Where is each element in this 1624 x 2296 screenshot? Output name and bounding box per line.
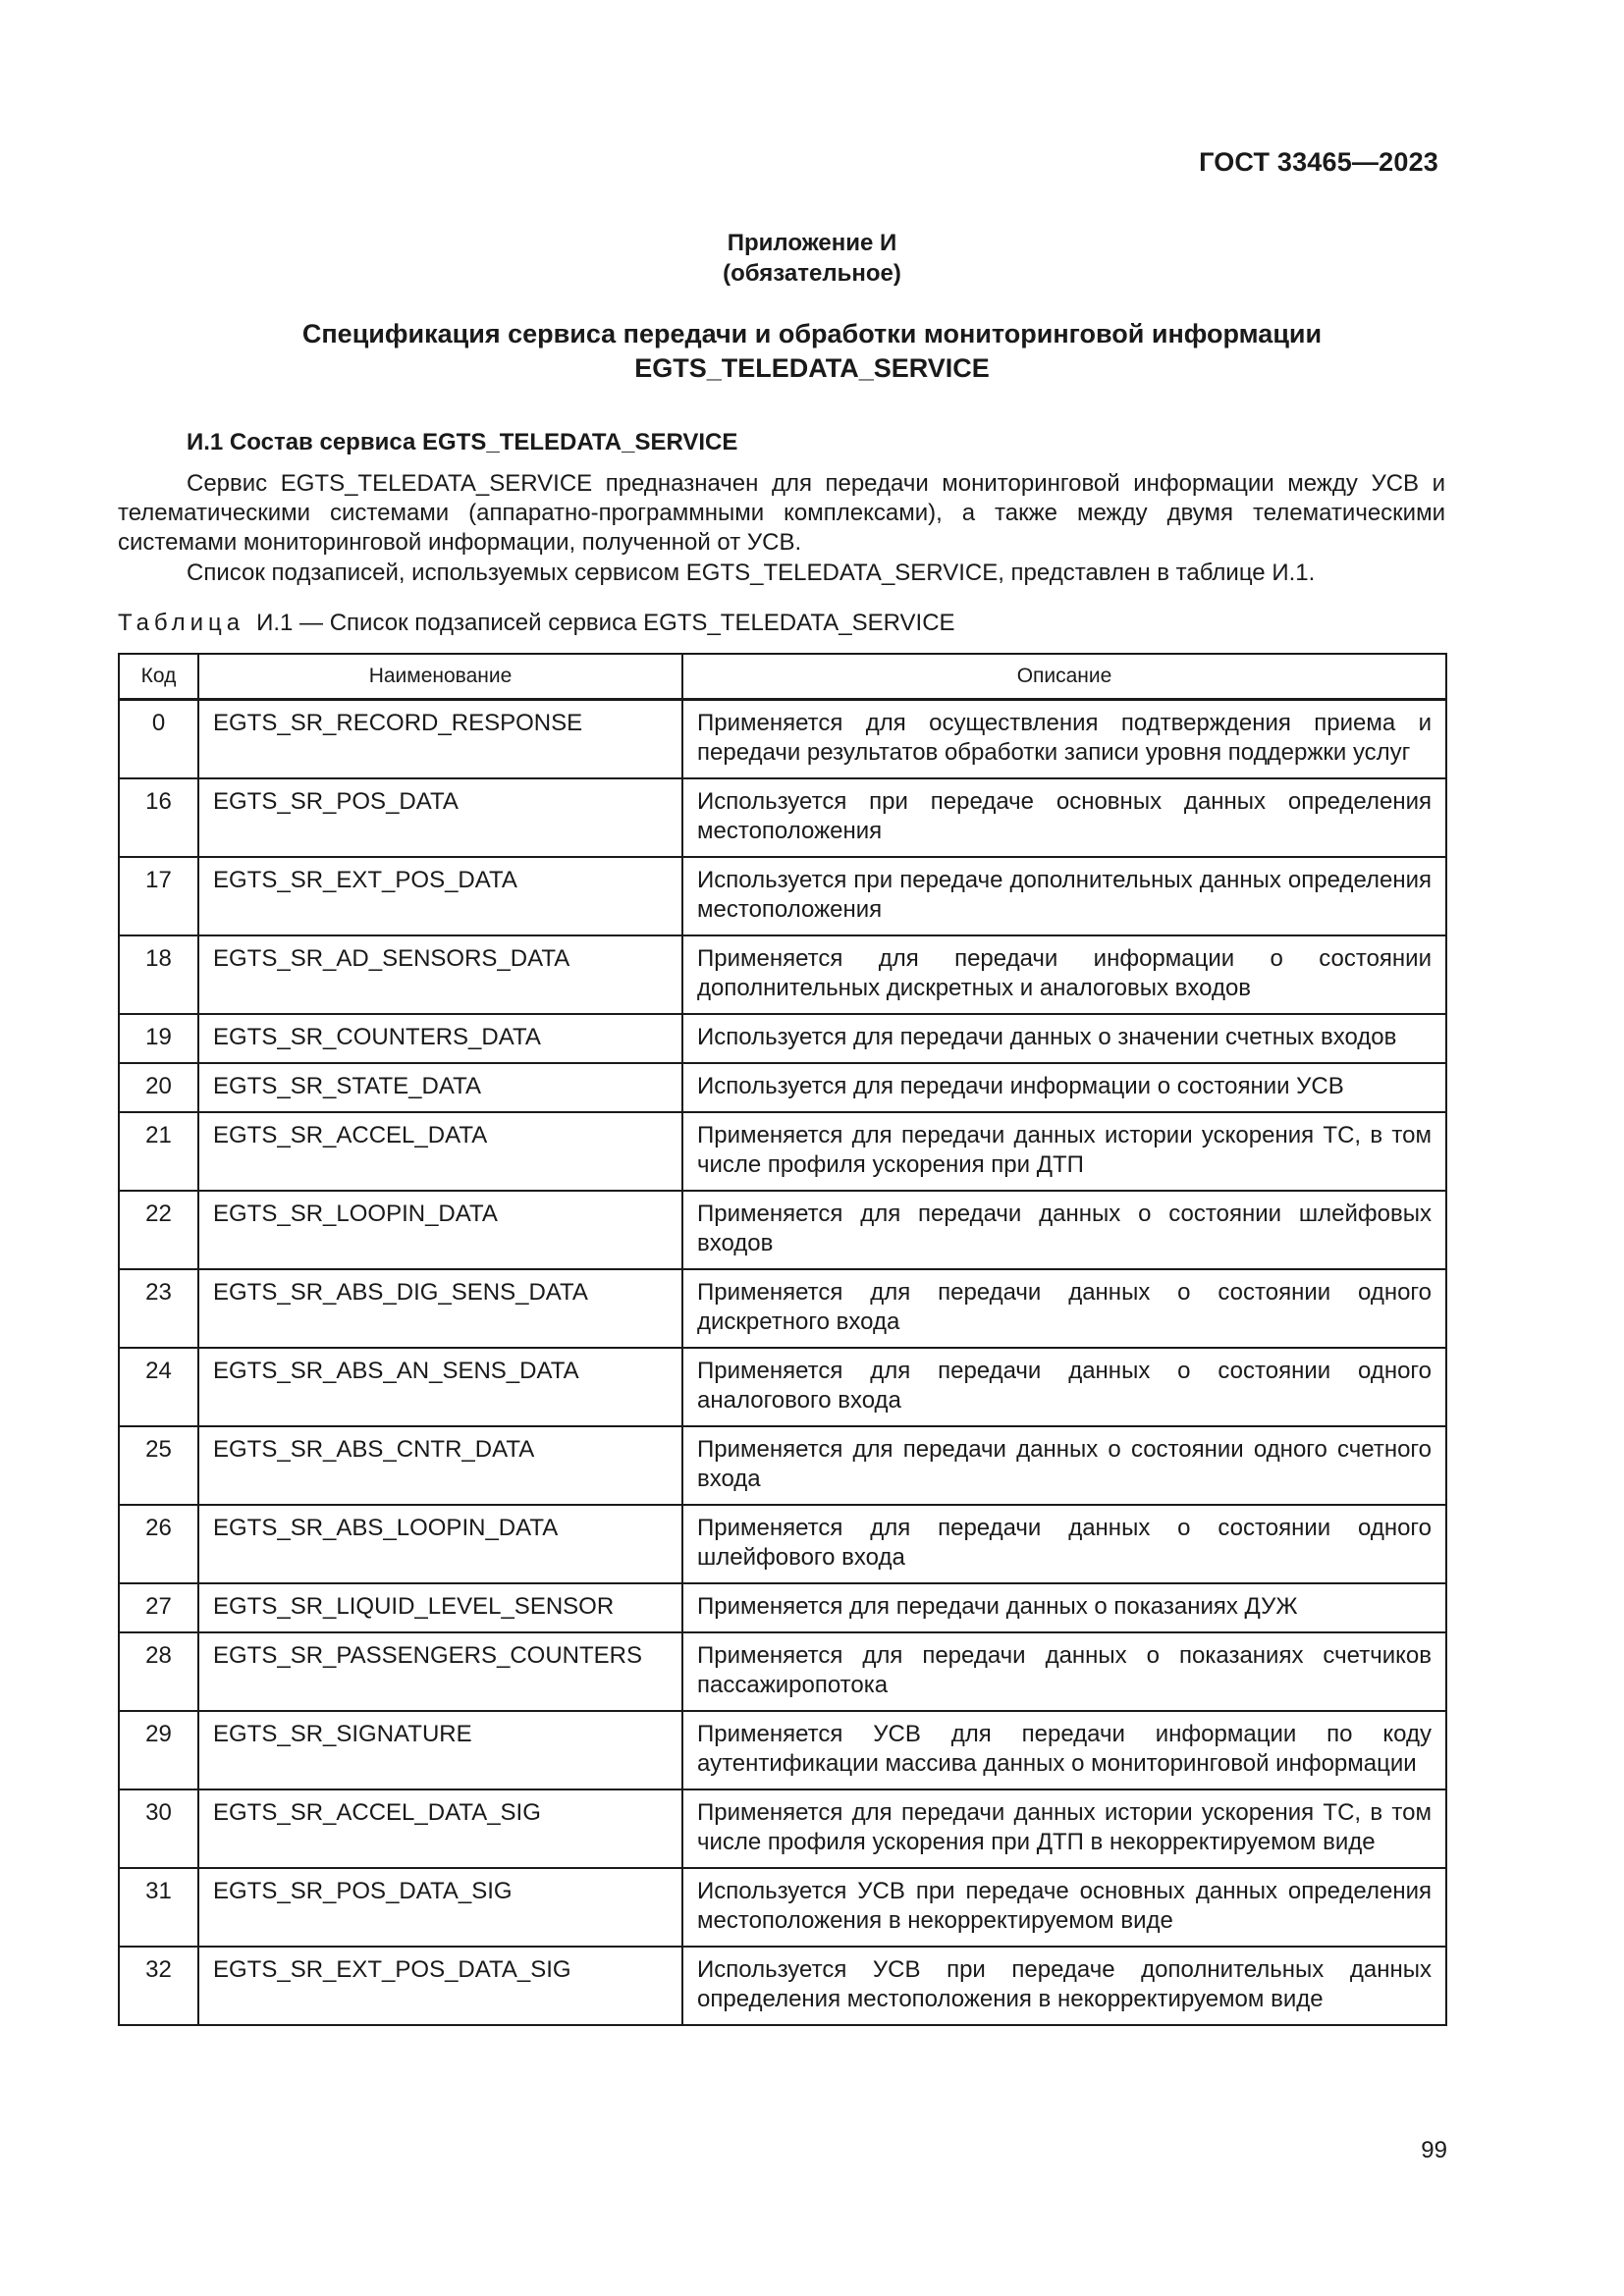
row-description: Применяется для передачи данных о состоянии шлейфовых входов — [682, 1191, 1446, 1269]
subrecords-table — [118, 653, 1447, 2026]
table-caption — [118, 610, 955, 637]
row-name: EGTS_SR_AD_SENSORS_DATA — [198, 935, 682, 1014]
row-name: EGTS_SR_POS_DATA — [198, 778, 682, 857]
row-description: Используется для передачи информации о состоянии УСВ — [682, 1063, 1446, 1112]
row-description: Используется для передачи данных о значении счетных входов — [682, 1014, 1446, 1063]
row-name: EGTS_SR_ACCEL_DATA — [198, 1112, 682, 1191]
row-name: EGTS_SR_ACCEL_DATA_SIG — [198, 1789, 682, 1868]
page-number: 99 — [1421, 2137, 1447, 2163]
row-code: 31 — [119, 1868, 198, 1947]
table-header-row — [119, 654, 1446, 700]
row-code: 21 — [119, 1112, 198, 1191]
table-row — [119, 1789, 1446, 1868]
table-row — [119, 1426, 1446, 1505]
row-code: 25 — [119, 1426, 198, 1505]
row-code: 0 — [119, 700, 198, 778]
table-row — [119, 1269, 1446, 1348]
row-code: 20 — [119, 1063, 198, 1112]
table-row — [119, 1505, 1446, 1583]
row-description: Используется при передаче дополнительных данных определения местоположения — [682, 857, 1446, 935]
row-code: 24 — [119, 1348, 198, 1426]
paragraph-2-text: Список подзаписей, используемых сервисом EGTS_TELEDATA_SERVICE, представлен в таблице И.1. — [187, 560, 1316, 586]
header-code: Код — [119, 654, 198, 700]
row-name: EGTS_SR_EXT_POS_DATA — [198, 857, 682, 935]
row-name: EGTS_SR_SIGNATURE — [198, 1711, 682, 1789]
row-description: Применяется для передачи данных о состоянии одного аналогового входа — [682, 1348, 1446, 1426]
table-body — [119, 700, 1446, 2025]
row-description: Используется УСВ при передаче дополнительных данных определения местоположения в некорректируемом виде — [682, 1947, 1446, 2025]
table-caption-text: И.1 — Список подзаписей сервиса EGTS_TELEDATA_SERVICE — [256, 610, 955, 636]
section-heading: И.1 Состав сервиса EGTS_TELEDATA_SERVICE — [187, 429, 738, 455]
row-description: Применяется для передачи данных истории ускорения ТС, в том числе профиля ускорения при ДТП в некорректируемом виде — [682, 1789, 1446, 1868]
row-name: EGTS_SR_LIQUID_LEVEL_SENSOR — [198, 1583, 682, 1632]
table-row — [119, 1014, 1446, 1063]
row-description: Применяется для передачи данных истории ускорения ТС, в том числе профиля ускорения при ДТП — [682, 1112, 1446, 1191]
specification-title-line-1: Спецификация сервиса передачи и обработки мониторинговой информации — [301, 319, 1323, 348]
appendix-heading — [0, 228, 1624, 289]
row-description: Применяется для передачи данных о состоянии одного шлейфового входа — [682, 1505, 1446, 1583]
table-row — [119, 1947, 1446, 2025]
row-code: 19 — [119, 1014, 198, 1063]
row-name: EGTS_SR_ABS_DIG_SENS_DATA — [198, 1269, 682, 1348]
section-paragraph-1 — [118, 469, 1445, 558]
row-name: EGTS_SR_COUNTERS_DATA — [198, 1014, 682, 1063]
table-row — [119, 1191, 1446, 1269]
row-name: EGTS_SR_LOOPIN_DATA — [198, 1191, 682, 1269]
table-row — [119, 935, 1446, 1014]
table-row — [119, 778, 1446, 857]
row-code: 30 — [119, 1789, 198, 1868]
row-name: EGTS_SR_POS_DATA_SIG — [198, 1868, 682, 1947]
section-paragraph-2 — [118, 559, 1445, 588]
row-description: Применяется для передачи данных о показаниях счетчиков пассажиропотока — [682, 1632, 1446, 1711]
row-description: Применяется для передачи информации о состоянии дополнительных дискретных и аналоговых входов — [682, 935, 1446, 1014]
row-code: 17 — [119, 857, 198, 935]
table-row — [119, 857, 1446, 935]
row-name: EGTS_SR_RECORD_RESPONSE — [198, 700, 682, 778]
table-row — [119, 1868, 1446, 1947]
table-row — [119, 1348, 1446, 1426]
paragraph-1-text: Сервис EGTS_TELEDATA_SERVICE предназначен для передачи мониторинговой информации между УСВ и телематическими системами (аппаратно-программными комплексами), а также между двумя телематическими системами мониторинговой информации, полученной от УСВ. — [118, 470, 1445, 556]
row-name: EGTS_SR_ABS_LOOPIN_DATA — [198, 1505, 682, 1583]
table-row — [119, 1632, 1446, 1711]
row-description: Используется при передаче основных данных определения местоположения — [682, 778, 1446, 857]
table-row — [119, 1711, 1446, 1789]
row-name: EGTS_SR_ABS_CNTR_DATA — [198, 1426, 682, 1505]
row-description: Применяется для передачи данных о состоянии одного дискретного входа — [682, 1269, 1446, 1348]
appendix-status: (обязательное) — [723, 260, 901, 287]
row-code: 22 — [119, 1191, 198, 1269]
row-code: 27 — [119, 1583, 198, 1632]
table-row — [119, 1112, 1446, 1191]
row-name: EGTS_SR_STATE_DATA — [198, 1063, 682, 1112]
row-code: 23 — [119, 1269, 198, 1348]
row-code: 26 — [119, 1505, 198, 1583]
row-code: 16 — [119, 778, 198, 857]
table-row — [119, 1063, 1446, 1112]
row-description: Используется УСВ при передаче основных данных определения местоположения в некорректируемом виде — [682, 1868, 1446, 1947]
row-description: Применяется для передачи данных о показаниях ДУЖ — [682, 1583, 1446, 1632]
row-description: Применяется УСВ для передачи информации по коду аутентификации массива данных о мониторинговой информации — [682, 1711, 1446, 1789]
row-name: EGTS_SR_PASSENGERS_COUNTERS — [198, 1632, 682, 1711]
row-code: 29 — [119, 1711, 198, 1789]
row-name: EGTS_SR_EXT_POS_DATA_SIG — [198, 1947, 682, 2025]
header-description: Описание — [682, 654, 1446, 700]
row-code: 18 — [119, 935, 198, 1014]
row-code: 28 — [119, 1632, 198, 1711]
row-code: 32 — [119, 1947, 198, 2025]
specification-title — [0, 317, 1624, 386]
row-description: Применяется для осуществления подтверждения приема и передачи результатов обработки записи уровня поддержки услуг — [682, 700, 1446, 778]
header-name: Наименование — [198, 654, 682, 700]
table-row — [119, 700, 1446, 778]
appendix-title: Приложение И — [727, 230, 897, 256]
row-description: Применяется для передачи данных о состоянии одного счетного входа — [682, 1426, 1446, 1505]
table-row — [119, 1583, 1446, 1632]
row-name: EGTS_SR_ABS_AN_SENS_DATA — [198, 1348, 682, 1426]
document-code: ГОСТ 33465—2023 — [1199, 147, 1438, 177]
table-caption-label: Таблица — [118, 610, 245, 636]
specification-title-line-2: EGTS_TELEDATA_SERVICE — [634, 353, 990, 383]
